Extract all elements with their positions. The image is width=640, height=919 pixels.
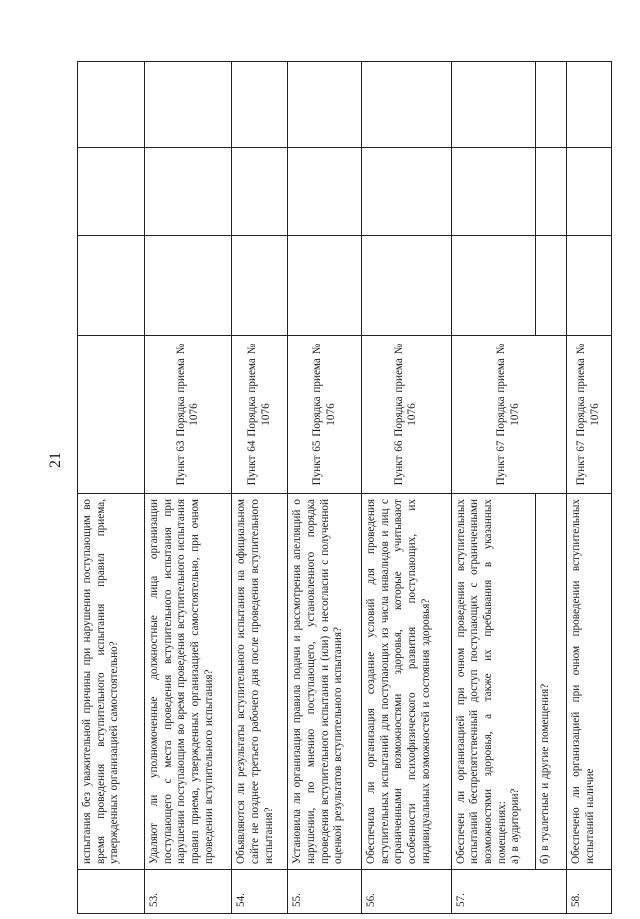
table-row xyxy=(362,62,452,914)
answer-cell-note xyxy=(78,62,145,148)
answer-cell-note xyxy=(362,62,452,148)
answer-cell-note xyxy=(145,62,232,148)
row-number: 53. xyxy=(145,870,232,914)
row-number: 56. xyxy=(362,870,452,914)
answer-cell-no xyxy=(78,148,145,236)
table-row xyxy=(567,62,612,914)
question-cell: испытания без уважительной причины при нарушении поступающим во время проведения вступительного испытания правил приема, утвержденных организацией самостоятельно? xyxy=(78,494,145,870)
answer-cell-yes xyxy=(78,236,145,336)
answer-cell-no xyxy=(362,148,452,236)
question-cell: Установила ли организация правила подачи и рассмотрения апелляций о нарушении, по мнению поступающего, установленного порядка проведения вступительного испытания и (или) о несогласии с полученной оценкой результатов вступительного испытания? xyxy=(288,494,362,870)
question-subitem-b: б) в туалетные и другие помещения? xyxy=(535,494,566,870)
table-row xyxy=(78,62,145,914)
answer-cell-yes xyxy=(145,236,232,336)
answer-cell-yes xyxy=(451,236,535,336)
question-cell xyxy=(451,494,535,870)
reference-cell: Пункт 67 Порядка приема № 1076 xyxy=(451,336,567,494)
reference-cell: Пункт 64 Порядка приема № 1076 xyxy=(232,336,288,494)
row-number: 58. xyxy=(567,870,612,914)
answer-cell-note xyxy=(232,62,288,148)
reference-cell: Пункт 63 Порядка приема № 1076 xyxy=(145,336,232,494)
row-number xyxy=(78,870,145,914)
row-number: 54. xyxy=(232,870,288,914)
reference-cell: Пункт 66 Порядка приема № 1076 xyxy=(362,336,452,494)
question-cell: Удаляют ли уполномоченные должностные лица организации поступающего с места проведения вступительного испытания при нарушении поступающим во время проведения вступительного испытания правил приема, утвержденных организацией самостоятельно, при очном проведении вступительного испытания? xyxy=(145,494,232,870)
answer-cell-yes xyxy=(362,236,452,336)
reference-cell xyxy=(78,336,145,494)
answer-cell-no xyxy=(145,148,232,236)
question-cell: Объявляются ли результаты вступительного испытания на официальном сайте не позднее третьего рабочего дня после проведения вступительного испытания? xyxy=(232,494,288,870)
table-row xyxy=(451,62,535,914)
answer-cell-no xyxy=(567,148,612,236)
checklist-table xyxy=(77,61,612,914)
table-row xyxy=(288,62,362,914)
answer-cell-no xyxy=(288,148,362,236)
question-cell: Обеспечила ли организация создание условий для проведения вступительных испытаний для поступающих из числа инвалидов и лиц с ограниченными возможностями здоровья, которые учитывают особенности психофизического развития поступающих, их индивидуальных возможностей и состояния здоровья? xyxy=(362,494,452,870)
answer-cell-yes xyxy=(535,236,566,336)
answer-cell-no xyxy=(535,148,566,236)
checklist-table-rotated xyxy=(77,62,612,914)
answer-cell-no xyxy=(451,148,535,236)
question-subitem-a: а) в аудитории? xyxy=(509,788,522,864)
answer-cell-note xyxy=(567,62,612,148)
table-row xyxy=(145,62,232,914)
table-row xyxy=(232,62,288,914)
answer-cell-yes xyxy=(232,236,288,336)
row-number: 57. xyxy=(451,870,567,914)
answer-cell-note xyxy=(535,62,566,148)
question-text: Обеспечен ли организацией при очном проведении вступительных испытаний беспрепятственный доступ поступающих с ограниченными возможностями здоровья, а также их пребывания в указанных помещениях: xyxy=(454,499,508,864)
page-number: 21 xyxy=(47,452,64,468)
answer-cell-no xyxy=(232,148,288,236)
reference-cell: Пункт 65 Порядка приема № 1076 xyxy=(288,336,362,494)
answer-cell-note xyxy=(451,62,535,148)
answer-cell-yes xyxy=(567,236,612,336)
question-cell: Обеспечено ли организацией при очном проведении вступительных испытаний наличие xyxy=(567,494,612,870)
answer-cell-yes xyxy=(288,236,362,336)
answer-cell-note xyxy=(288,62,362,148)
reference-cell: Пункт 67 Порядка приема № 1076 xyxy=(567,336,612,494)
row-number: 55. xyxy=(288,870,362,914)
